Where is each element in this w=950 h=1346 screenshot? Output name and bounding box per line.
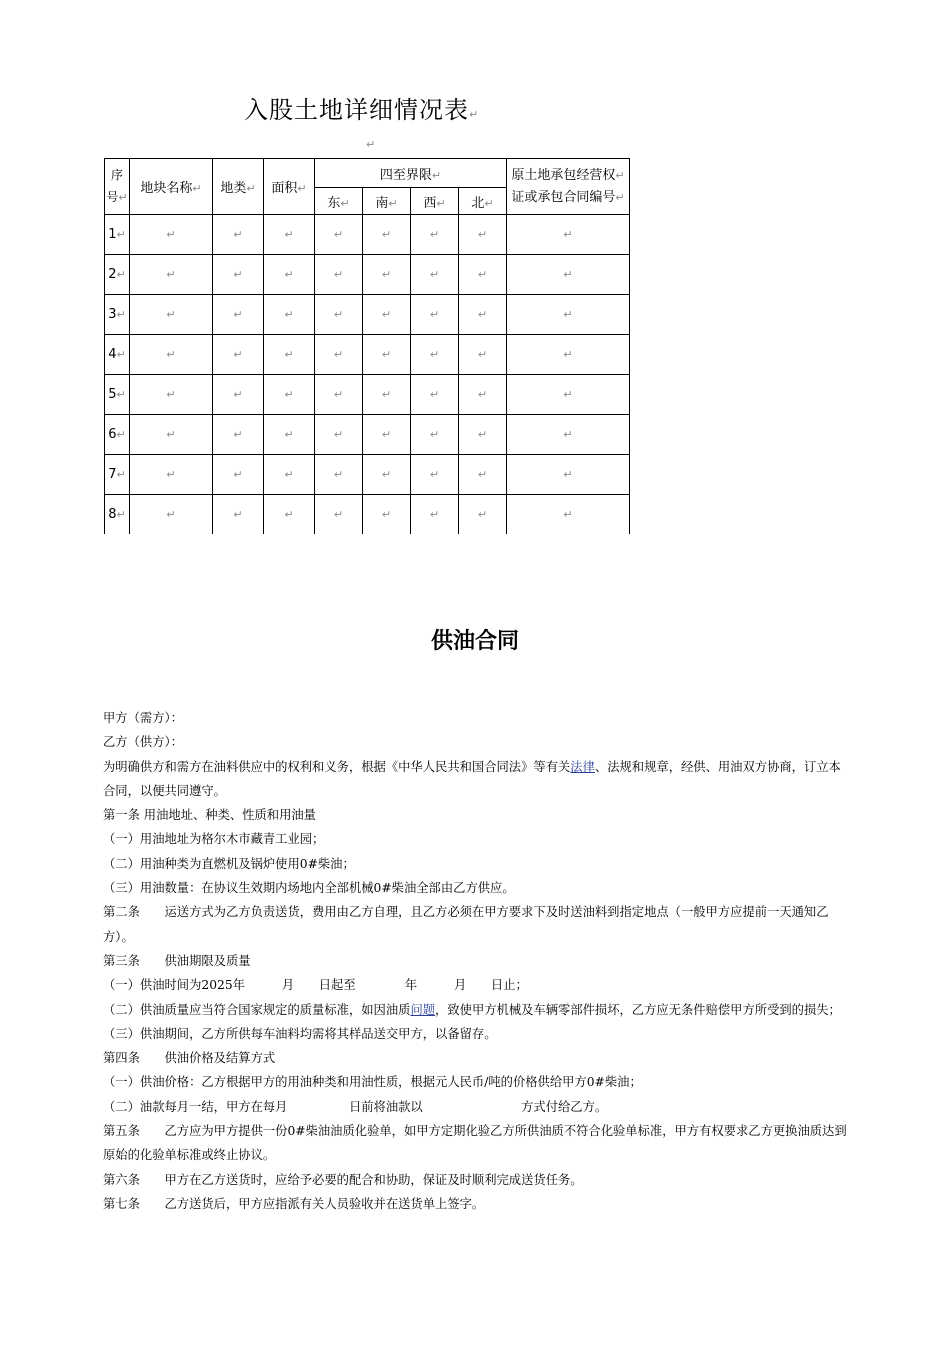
- table-row: 8↵ ↵ ↵ ↵ ↵ ↵ ↵ ↵ ↵: [105, 495, 630, 535]
- article-4-item-2: （二）油款每月一结，甲方在每月 日前将油款以 方式付给乙方。: [103, 1099, 608, 1114]
- row-seq: 8↵: [105, 495, 130, 535]
- header-east: 东↵: [315, 188, 363, 215]
- header-west: 西↵: [411, 188, 459, 215]
- header-area: 面积↵: [264, 159, 315, 215]
- row-seq: 5↵: [105, 375, 130, 415]
- article-1-item-3: （三）用油数量：在协议生效期内场地内全部机械0#柴油全部由乙方供应。: [103, 881, 515, 896]
- contract-title: 供油合同: [430, 629, 519, 654]
- row-seq: 2↵: [105, 255, 130, 295]
- contract-body: [103, 706, 848, 1216]
- article-3-item-3: （三）供油期间，乙方所供每车油料均需将其样品送交甲方，以备留存。: [103, 1026, 497, 1041]
- header-type: 地类↵: [213, 159, 264, 215]
- land-table-title: 入股土地详细情况表↵: [244, 96, 480, 124]
- table-row: 1↵ ↵ ↵ ↵ ↵ ↵ ↵ ↵ ↵: [105, 215, 630, 255]
- law-link[interactable]: 法律: [570, 759, 595, 774]
- row-seq: 4↵: [105, 335, 130, 375]
- article-7: 第七条 乙方送货后，甲方应指派有关人员验收并在送货单上签字。: [103, 1196, 485, 1211]
- article-4-title: 第四条 供油价格及结算方式: [103, 1051, 276, 1066]
- article-1-item-2: （二）用油种类为直燃机及锅炉使用0#柴油；: [103, 856, 355, 871]
- row-seq: 1↵: [105, 215, 130, 255]
- article-3-title: 第三条 供油期限及质量: [103, 953, 251, 968]
- row-seq: 7↵: [105, 455, 130, 495]
- problem-link[interactable]: 问题: [410, 1002, 436, 1017]
- table-row: 7↵ ↵ ↵ ↵ ↵ ↵ ↵ ↵ ↵: [105, 455, 630, 495]
- land-detail-table: [104, 158, 630, 534]
- table-row: 4↵ ↵ ↵ ↵ ↵ ↵ ↵ ↵ ↵: [105, 335, 630, 375]
- article-1-item-1: （一）用油地址为格尔木市藏青工业园；: [103, 832, 325, 847]
- article-6: 第六条 甲方在乙方送货时，应给予必要的配合和协助，保证及时顺利完成送货任务。: [103, 1172, 583, 1187]
- header-boundary: 四至界限↵: [315, 159, 507, 188]
- row-seq: 6↵: [105, 415, 130, 455]
- article-3-item-1: （一）供油时间为2025年 月 日起至 年 月 日止；: [103, 978, 528, 993]
- party-b: 乙方（供方）：: [103, 735, 183, 750]
- article-4-item-1: （一）供油价格：乙方根据甲方的用油种类和用油性质，根据元人民币/吨的价格供给甲方0#柴油；: [103, 1075, 642, 1090]
- article-1-title: 第一条 用油地址、种类、性质和用油量: [103, 808, 316, 823]
- paragraph-mark: ↵: [366, 138, 376, 151]
- header-seq: 序 号↵: [105, 159, 130, 215]
- table-row: 2↵ ↵ ↵ ↵ ↵ ↵ ↵ ↵ ↵: [105, 255, 630, 295]
- table-row: 3↵ ↵ ↵ ↵ ↵ ↵ ↵ ↵ ↵: [105, 295, 630, 335]
- party-a: 甲方（需方）：: [103, 711, 183, 725]
- table-row: 6↵ ↵ ↵ ↵ ↵ ↵ ↵ ↵ ↵: [105, 415, 630, 455]
- header-cert: 原土地承包经营权↵ 证或承包合同编号↵: [507, 159, 630, 215]
- article-3-item-2: （二）供油质量应当符合国家规定的质量标准，如因油质问题，致使甲方机械及车辆零部件损坏，乙方应无条件赔偿甲方所受到的损失；: [103, 1002, 841, 1017]
- article-5: 第五条 乙方应为甲方提供一份0#柴油油质化验单，如甲方定期化验乙方所供油质不符合化验单标准，甲方有权要求乙方更换油质达到原始的化验单标准或终止协议。: [103, 1124, 847, 1163]
- intro-paragraph: 为明确供方和需方在油料供应中的权利和义务，根据《中华人民共和国合同法》等有关法律、法规和规章，经供、用油双方协商，订立本合同，以便共同遵守。: [103, 759, 841, 798]
- header-name: 地块名称↵: [130, 159, 213, 215]
- table-row: 5↵ ↵ ↵ ↵ ↵ ↵ ↵ ↵ ↵: [105, 375, 630, 415]
- row-seq: 3↵: [105, 295, 130, 335]
- article-2: 第二条 运送方式为乙方负责送货，费用由乙方自理，且乙方必须在甲方要求下及时送油料到指定地点（一般甲方应提前一天通知乙方）。: [103, 905, 829, 944]
- header-north: 北↵: [459, 188, 507, 215]
- header-south: 南↵: [363, 188, 411, 215]
